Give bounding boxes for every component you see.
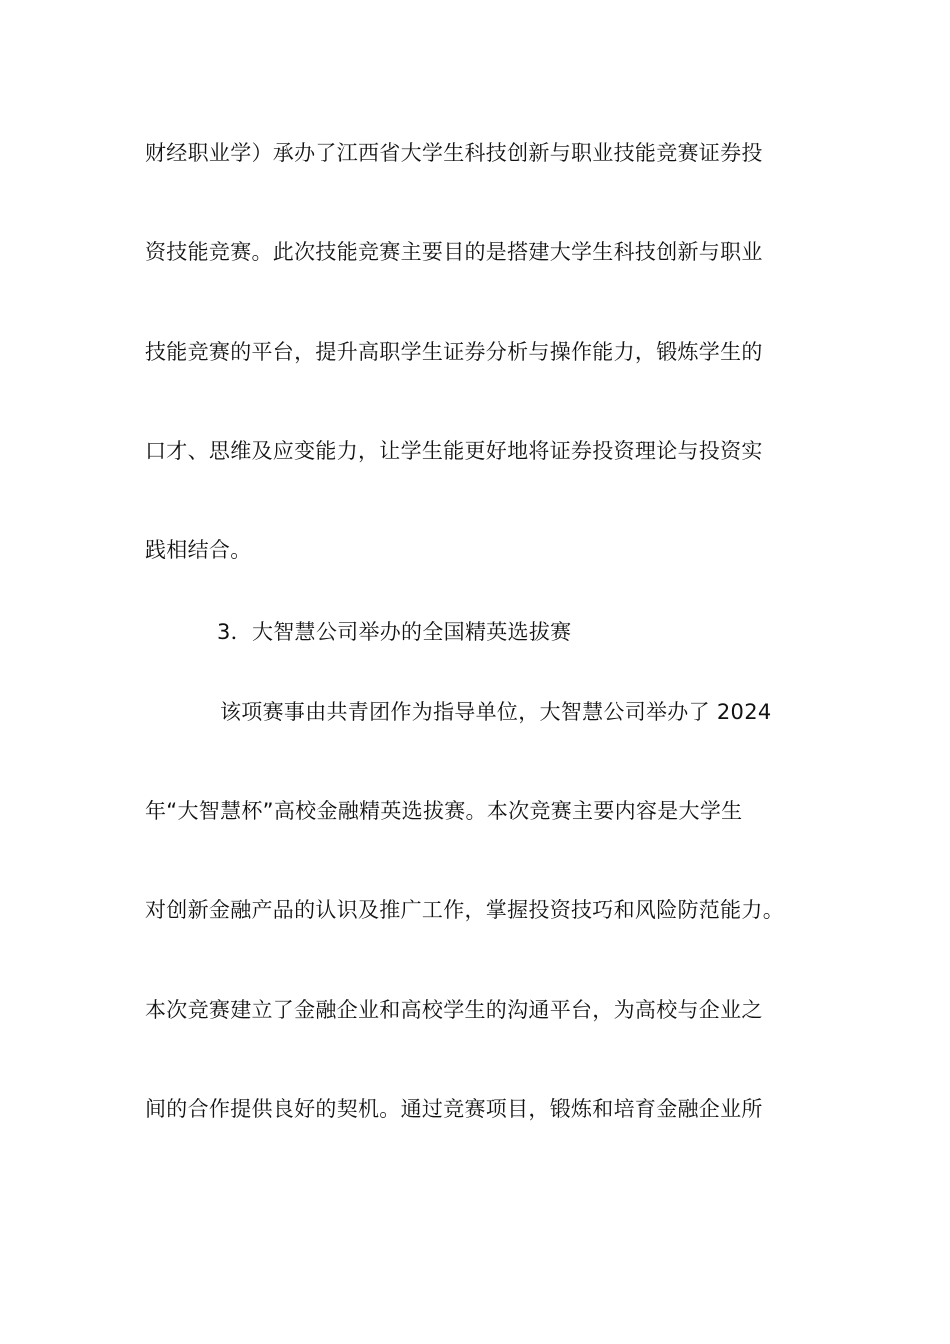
paragraph-line: 对创新金融产品的认识及推广工作，掌握投资技巧和风险防范能力。 [145,898,784,922]
paragraph-line: 资技能竞赛。此次技能竞赛主要目的是搭建大学生科技创新与职业 [145,240,763,264]
paragraph-line: 年“大智慧杯”高校金融精英选拔赛。本次竞赛主要内容是大学生 [145,799,743,823]
paragraph-line: 践相结合。 [145,538,252,562]
paragraph-line: 技能竞赛的平台，提升高职学生证券分析与操作能力，锻炼学生的 [145,340,763,364]
section-heading: 3．大智慧公司举办的全国精英选拔赛 [217,620,572,644]
paragraph-line: 间的合作提供良好的契机。通过竞赛项目，锻炼和培育金融企业所 [145,1097,763,1121]
paragraph-line: 口才、思维及应变能力，让学生能更好地将证券投资理论与投资实 [145,439,763,463]
paragraph-line: 该项赛事由共青团作为指导单位，大智慧公司举办了 2024 [220,700,772,724]
paragraph-line: 财经职业学）承办了江西省大学生科技创新与职业技能竞赛证券投 [145,141,763,165]
paragraph-line: 本次竞赛建立了金融企业和高校学生的沟通平台，为高校与企业之 [145,998,763,1022]
